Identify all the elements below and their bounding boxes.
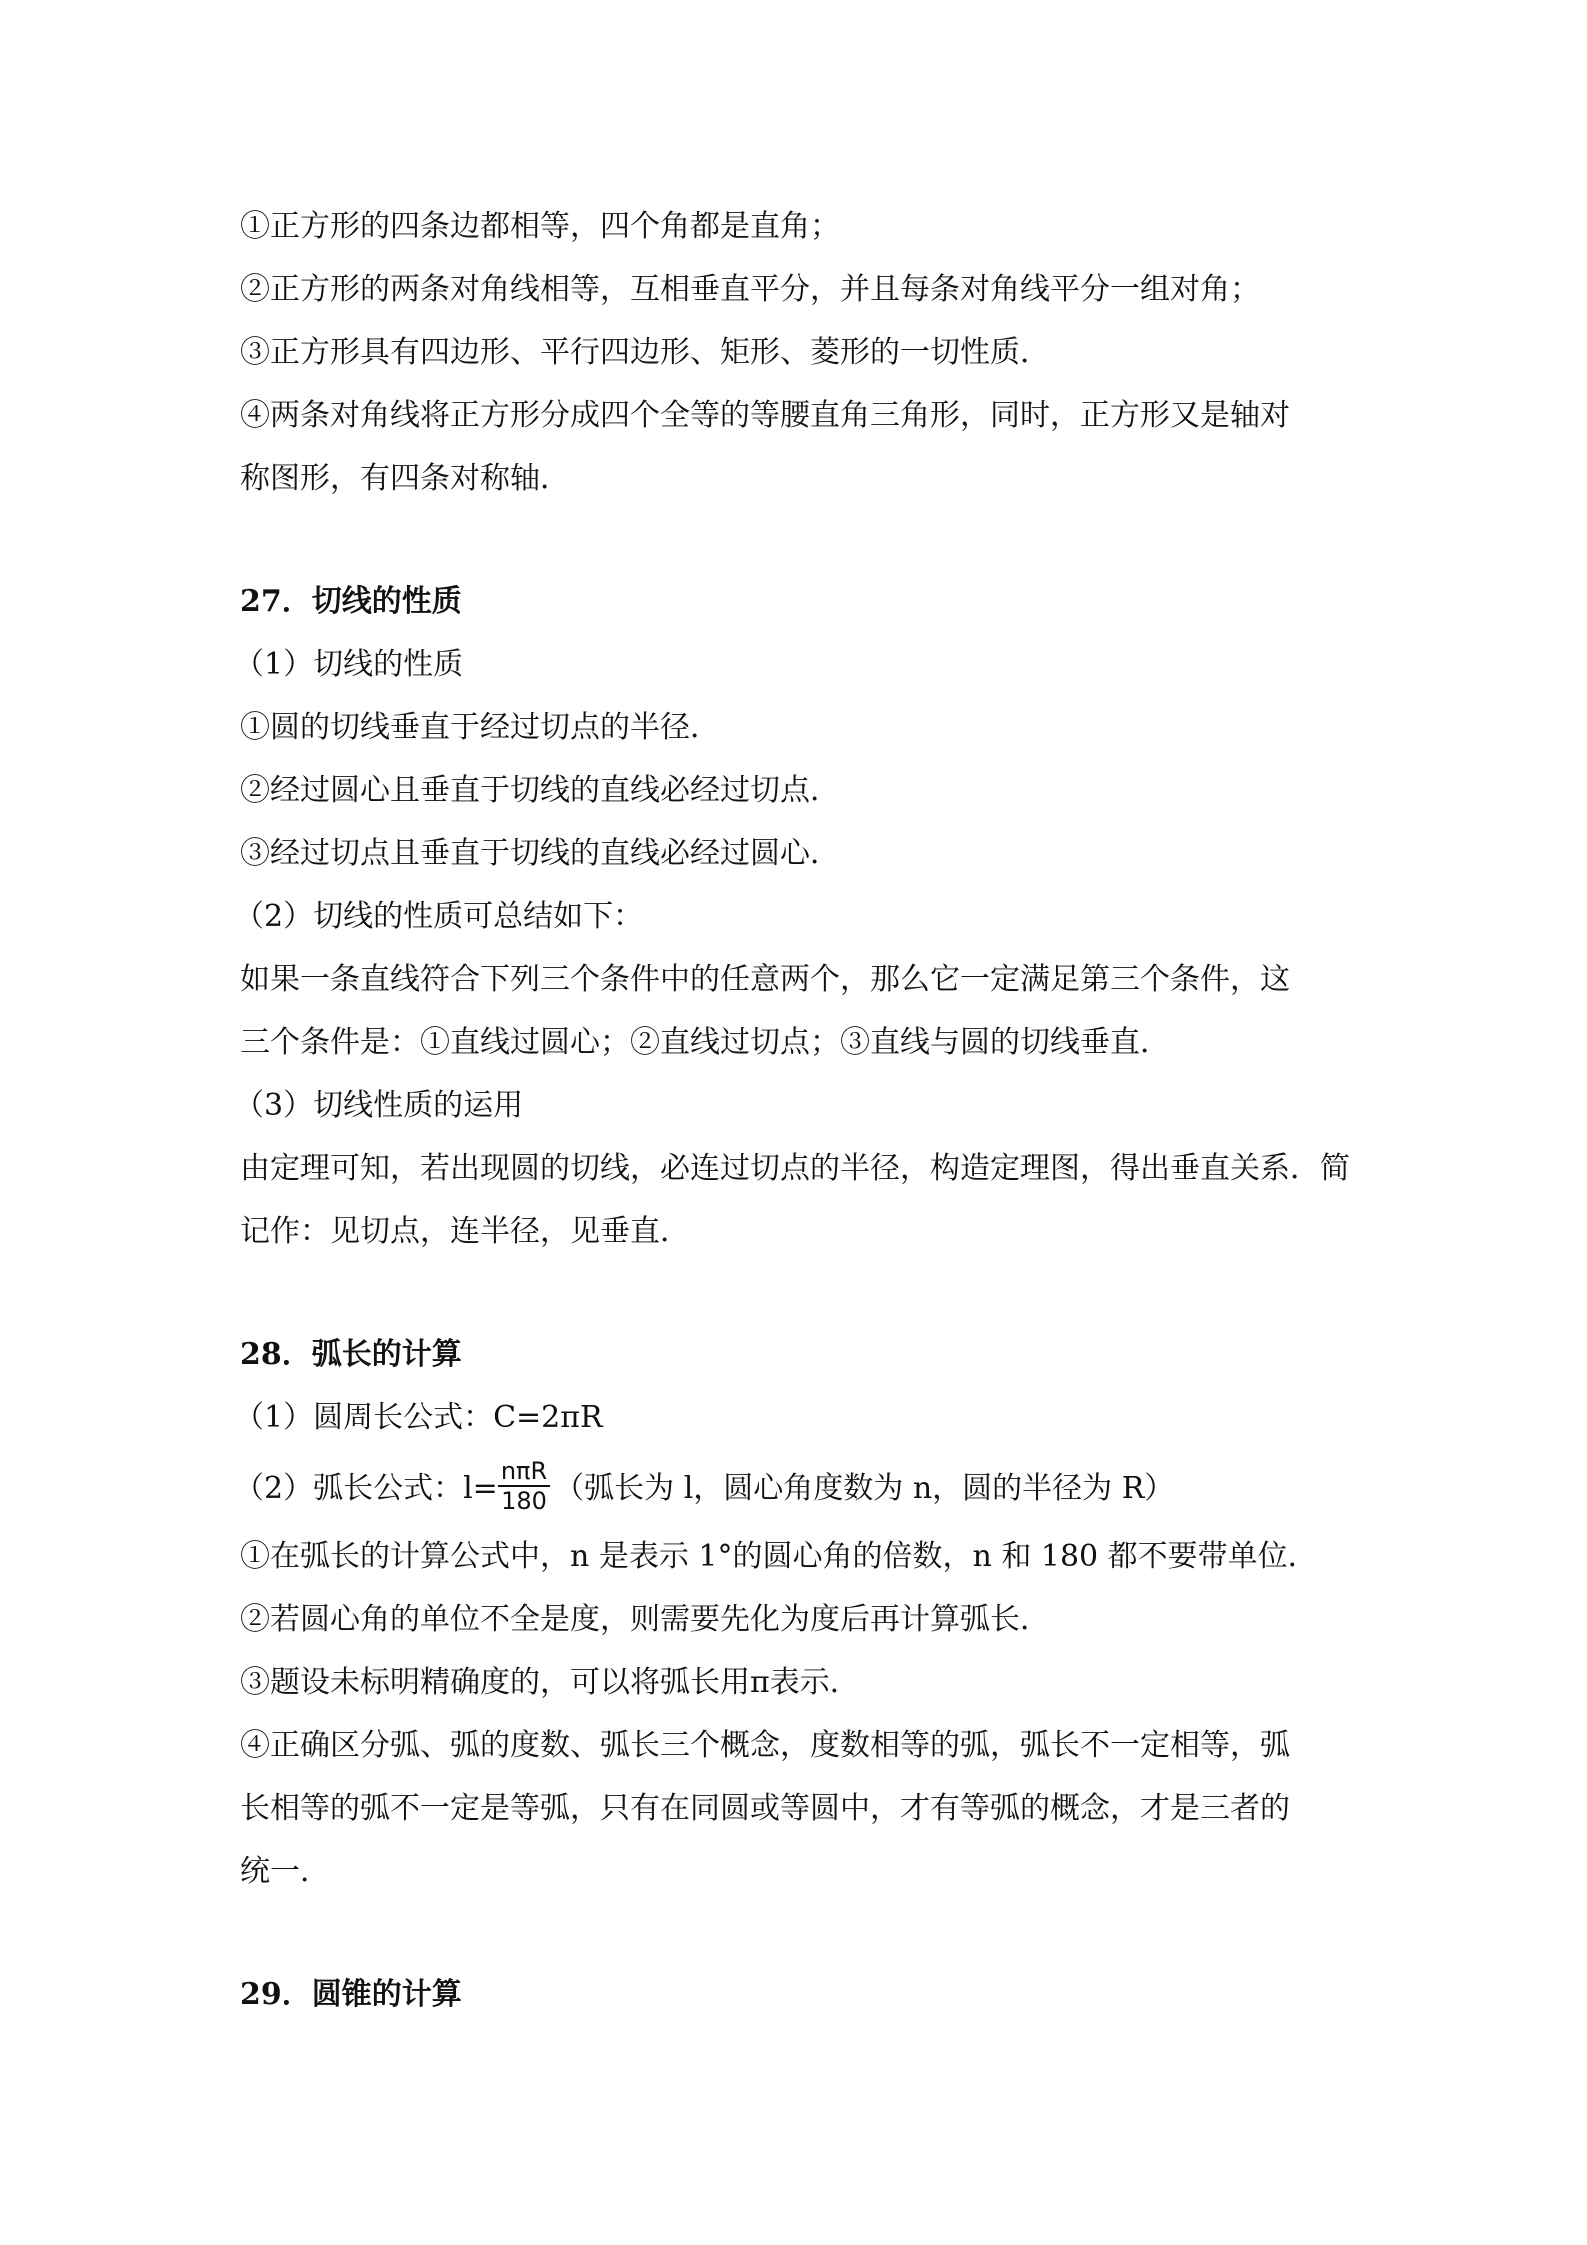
arc-length-formula-suffix: （弧长为 l，圆心角度数为 n，圆的半径为 R） bbox=[554, 1471, 1175, 1506]
section-27-item-1: ①圆的切线垂直于经过切点的半径． bbox=[240, 710, 720, 745]
section-27-summary-line2: 三个条件是：①直线过圆心；②直线过切点；③直线与圆的切线垂直． bbox=[240, 1025, 1170, 1060]
section-27-item-2: ②经过圆心且垂直于切线的直线必经过切点． bbox=[240, 773, 840, 808]
arc-length-fraction bbox=[498, 1457, 550, 1515]
arc-length-formula bbox=[234, 1457, 1354, 1519]
square-property-4-line1: ④两条对角线将正方形分成四个全等的等腰直角三角形，同时，正方形又是轴对 bbox=[240, 398, 1290, 433]
circumference-formula: （1）圆周长公式：C=2πR bbox=[234, 1400, 603, 1435]
section-28-note-4-line3: 统一． bbox=[240, 1854, 330, 1889]
section-29-title: 29．圆锥的计算 bbox=[240, 1977, 462, 2012]
section-27-subheading-3: （3）切线性质的运用 bbox=[234, 1088, 524, 1123]
section-28-title: 28．弧长的计算 bbox=[240, 1337, 462, 1372]
section-28-note-4-line2: 长相等的弧不一定是等弧，只有在同圆或等圆中，才有等弧的概念，才是三者的 bbox=[240, 1791, 1290, 1826]
fraction-numerator: nπR bbox=[498, 1457, 550, 1487]
section-28-note-4-line1: ④正确区分弧、弧的度数、弧长三个概念，度数相等的弧，弧长不一定相等，弧 bbox=[240, 1728, 1290, 1763]
square-property-1: ①正方形的四条边都相等，四个角都是直角； bbox=[240, 209, 840, 244]
section-27-usage-line2: 记作：见切点，连半径，见垂直． bbox=[240, 1214, 690, 1249]
arc-length-formula-prefix: （2）弧长公式：l= bbox=[234, 1471, 498, 1506]
section-27-summary-line1: 如果一条直线符合下列三个条件中的任意两个，那么它一定满足第三个条件，这 bbox=[240, 962, 1290, 997]
section-27-usage-line1: 由定理可知，若出现圆的切线，必连过切点的半径，构造定理图，得出垂直关系．简 bbox=[240, 1151, 1350, 1186]
square-property-3: ③正方形具有四边形、平行四边形、矩形、菱形的一切性质． bbox=[240, 335, 1050, 370]
section-28-note-3: ③题设未标明精确度的，可以将弧长用π表示． bbox=[240, 1665, 860, 1700]
square-property-2: ②正方形的两条对角线相等，互相垂直平分，并且每条对角线平分一组对角； bbox=[240, 272, 1260, 307]
section-27-subheading-1: （1）切线的性质 bbox=[234, 647, 464, 682]
fraction-denominator: 180 bbox=[501, 1487, 547, 1515]
section-28-note-2: ②若圆心角的单位不全是度，则需要先化为度后再计算弧长． bbox=[240, 1602, 1050, 1637]
section-28-note-1: ①在弧长的计算公式中，n 是表示 1°的圆心角的倍数，n 和 180 都不要带单位． bbox=[240, 1539, 1318, 1574]
section-27-item-3: ③经过切点且垂直于切线的直线必经过圆心． bbox=[240, 836, 840, 871]
section-27-subheading-2: （2）切线的性质可总结如下： bbox=[234, 899, 644, 934]
square-property-4-line2: 称图形，有四条对称轴． bbox=[240, 461, 570, 496]
section-27-title: 27．切线的性质 bbox=[240, 584, 462, 619]
